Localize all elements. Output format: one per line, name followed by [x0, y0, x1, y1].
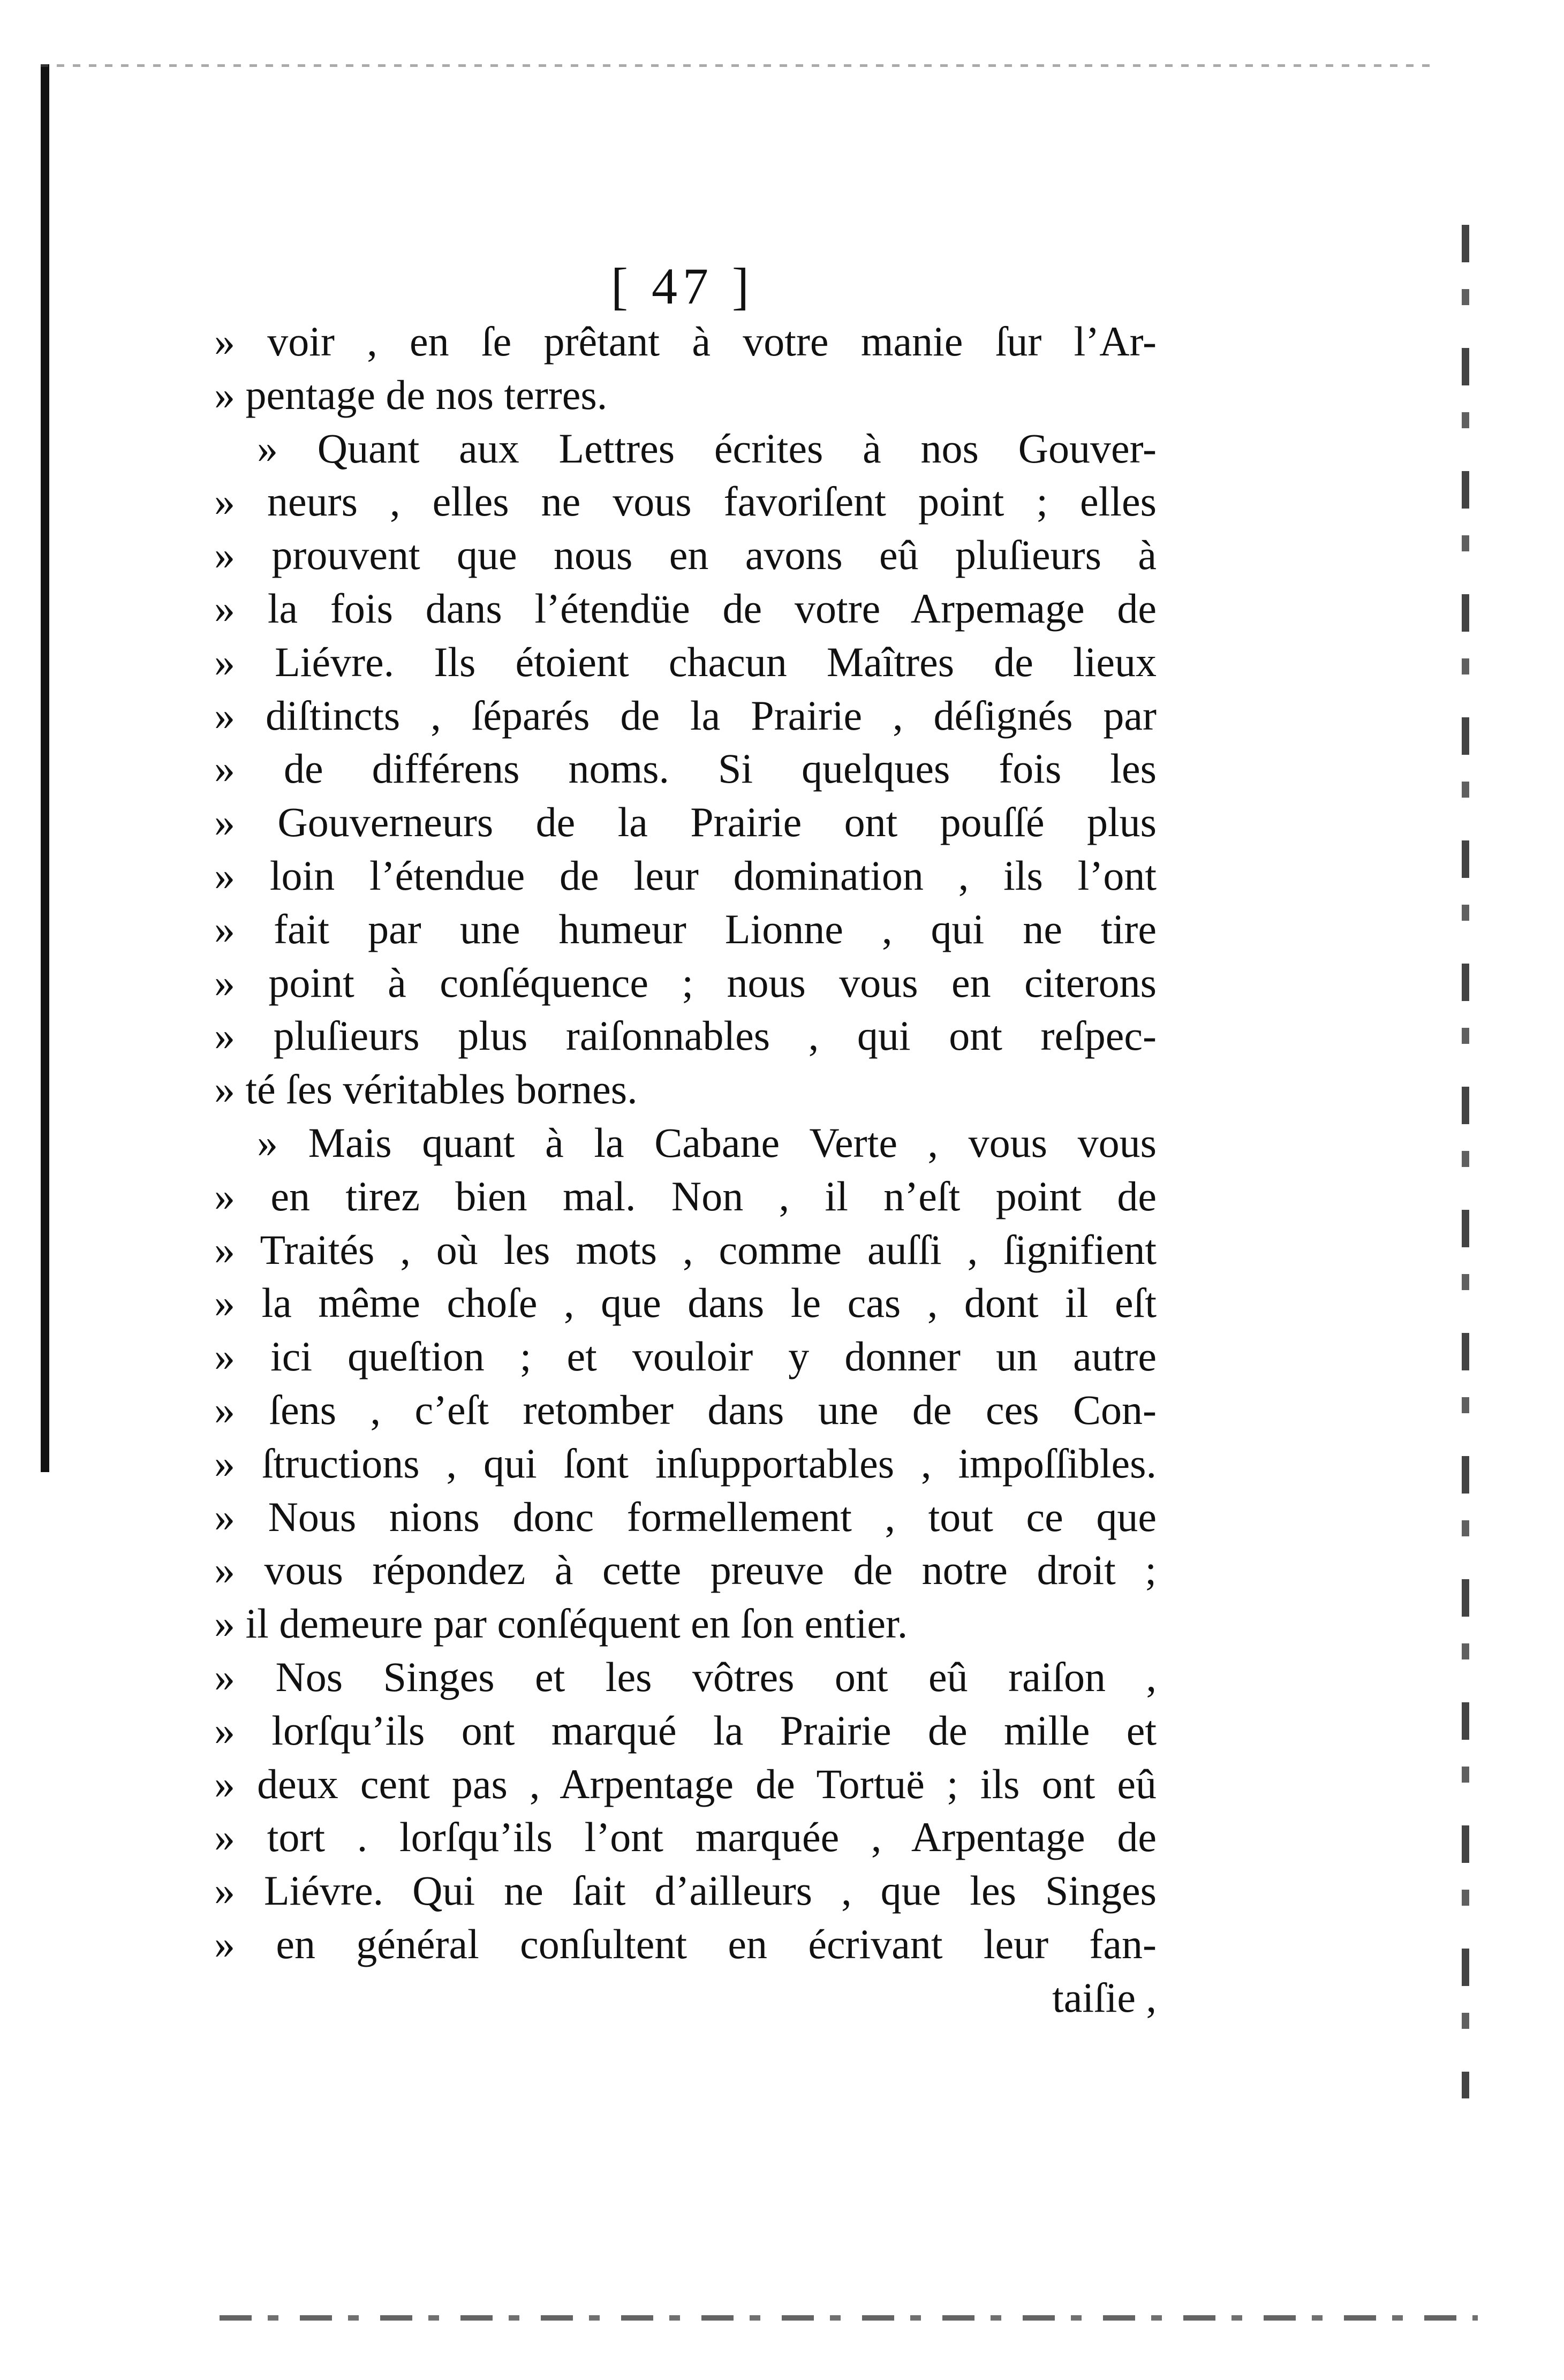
- text-line: » ici queſtion ; et vouloir y donner un autre: [214, 1333, 1157, 1380]
- text-line: » voir , en ſe prêtant à votre manie ſur l’Ar-: [214, 318, 1157, 365]
- text-line: » pentage de nos terres.: [214, 371, 608, 418]
- text-line: » pluſieurs plus raiſonnables , qui ont reſpec-: [214, 1012, 1157, 1059]
- text-line: » té ſes véritables bornes.: [214, 1066, 638, 1113]
- text-line: » Gouverneurs de la Prairie ont pouſſé plus: [214, 799, 1157, 846]
- text-line: » de différens noms. Si quelques fois les: [214, 745, 1157, 792]
- text-line: » tort . lorſqu’ils l’ont marquée , Arpentage de: [214, 1814, 1157, 1861]
- page-left-border: [41, 64, 49, 1472]
- text-line: » ſtructions , qui ſont inſupportables , impoſſibles.: [214, 1439, 1157, 1487]
- page-bottom-border: [220, 2315, 1478, 2321]
- text-line: » vous répondez à cette preuve de notre droit ;: [214, 1547, 1157, 1594]
- page-right-edge: [1462, 225, 1469, 2098]
- text-line: » Mais quant à la Cabane Verte , vous vous: [257, 1119, 1157, 1166]
- text-line: » point à conſéquence ; nous vous en citerons: [214, 959, 1157, 1006]
- text-line: » Traités , où les mots , comme auſſi , ſignifient: [214, 1226, 1157, 1273]
- text-line: » en général conſultent en écrivant leur fan-: [214, 1920, 1157, 1967]
- catchword: taiſie ,: [1052, 1974, 1157, 2021]
- text-line: » lorſqu’ils ont marqué la Prairie de mille et: [214, 1707, 1157, 1754]
- body-text: [214, 315, 1157, 2025]
- text-line: » diſtincts , ſéparés de la Prairie , déſignés par: [214, 692, 1157, 739]
- text-line: » en tirez bien mal. Non , il n’eſt point de: [214, 1172, 1157, 1219]
- text-line: » Nous nions donc formellement , tout ce que: [214, 1493, 1157, 1540]
- text-line: » prouvent que nous en avons eû pluſieurs à: [214, 532, 1157, 579]
- text-line: » la fois dans l’étendüe de votre Arpemage de: [214, 585, 1157, 632]
- page-number: [ 47 ]: [611, 257, 754, 315]
- text-line: » Nos Singes et les vôtres ont eû raiſon ,: [214, 1653, 1157, 1700]
- text-line: » deux cent pas , Arpentage de Tortuë ; ils ont eû: [214, 1760, 1157, 1807]
- text-line: » loin l’étendue de leur domination , ils l’ont: [214, 852, 1157, 899]
- text-line: » il demeure par conſéquent en ſon entier.: [214, 1600, 908, 1647]
- text-line: » Liévre. Ils étoient chacun Maîtres de lieux: [214, 638, 1157, 685]
- text-line: » Quant aux Lettres écrites à nos Gouver-: [257, 425, 1157, 472]
- text-line: » la même choſe , que dans le cas , dont il eſt: [214, 1279, 1157, 1327]
- text-line: » Liévre. Qui ne ſait d’ailleurs , que les Singes: [214, 1867, 1157, 1914]
- page-top-border: [41, 64, 1433, 67]
- text-line: » neurs , elles ne vous favoriſent point ; elles: [214, 478, 1157, 525]
- text-line: » ſens , c’eſt retomber dans une de ces Con-: [214, 1386, 1157, 1433]
- text-line: » fait par une humeur Lionne , qui ne tire: [214, 905, 1157, 952]
